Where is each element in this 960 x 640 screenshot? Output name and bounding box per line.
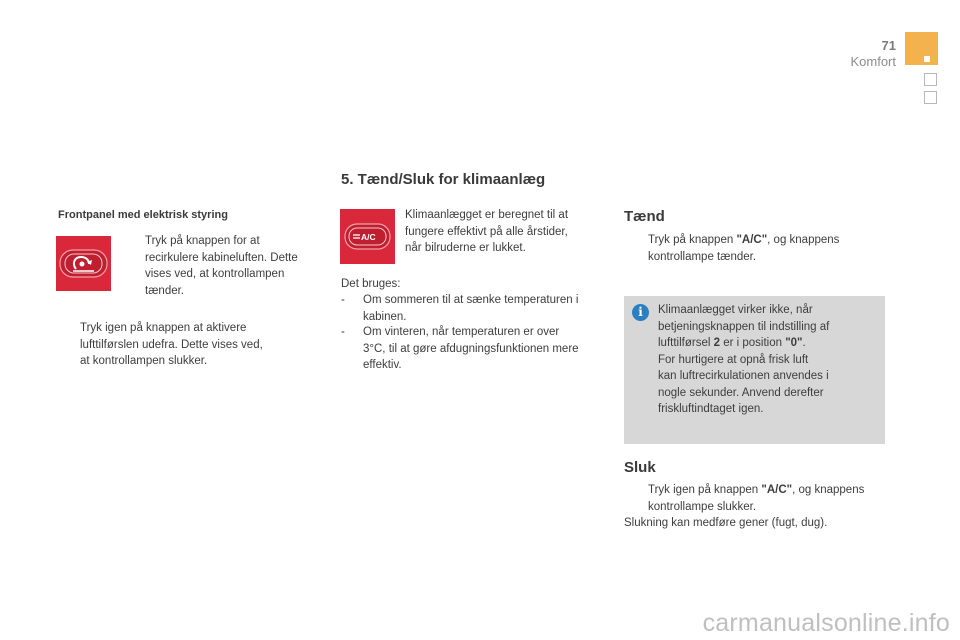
text-line: fungere effektivt på alle årstider, <box>405 225 568 238</box>
bullet-item-on <box>648 232 888 265</box>
chapter-tab[interactable] <box>924 91 937 104</box>
bullet-item-off <box>648 482 888 515</box>
bullet-item-fresh-air <box>80 320 320 370</box>
text-run: Tryk igen på knappen <box>648 484 762 496</box>
heading-off: Sluk <box>624 459 656 476</box>
off-note: Slukning kan medføre gener (fugt, dug). <box>624 517 828 529</box>
section-subheading: Frontpanel med elektrisk styring <box>58 209 228 221</box>
info-note <box>624 296 885 444</box>
chapter-tab-active[interactable] <box>905 32 938 65</box>
text-line: Tryk igen på knappen at aktivere <box>80 322 247 334</box>
info-icon: i <box>632 304 649 321</box>
tab-marker <box>924 56 930 62</box>
text-run: er i position <box>720 337 786 349</box>
text-line: Om vinteren, når temperaturen er over <box>363 326 560 338</box>
use-item-winter <box>341 324 611 374</box>
text-line: effektiv. <box>363 359 402 371</box>
text-line: Klimaanlægget er beregnet til at <box>405 209 569 221</box>
text-line: kan luftrecirkulationen anvendes i <box>658 370 829 382</box>
watermark: carmanualsonline.info <box>702 609 950 637</box>
text-run: "0" <box>785 337 803 349</box>
text-line: kontrollampe tænder. <box>648 250 757 263</box>
text-line: tænder. <box>145 284 184 297</box>
section-name: Komfort <box>850 54 896 69</box>
text-line: recirkulere kabineluften. Dette <box>145 251 298 264</box>
text-line: vises ved, at kontrollampen <box>145 268 285 280</box>
text-line: lufttilførslen udefra. Dette vises ved, <box>80 338 263 351</box>
text-line: kabinen. <box>363 310 407 323</box>
text-run: , og knappens <box>767 234 840 246</box>
dash-glyph: - <box>341 326 345 338</box>
text-run: , og knappens <box>792 484 865 496</box>
text-run: 2 <box>713 337 720 349</box>
text-line: friskluftindtaget igen. <box>658 403 764 415</box>
page-number: 71 <box>881 38 896 53</box>
text-run: Tryk på knappen <box>648 234 737 246</box>
text-line: betjeningsknappen til indstilling af <box>658 320 830 333</box>
ac-button-image <box>340 209 395 264</box>
text-line: Om sommeren til at sænke temperaturen i <box>363 294 579 306</box>
text-line: når bilruderne er lukket. <box>405 242 526 254</box>
uses-heading: Det bruges: <box>341 278 401 290</box>
text-line: For hurtigere at opnå frisk luft <box>658 353 809 366</box>
text-line: at kontrollampen slukker. <box>80 355 208 367</box>
ac-button-icon <box>340 209 395 264</box>
ac-button-ref: "A/C" <box>736 234 768 246</box>
bullet-item-recirculate <box>145 233 320 299</box>
heading-on: Tænd <box>624 208 665 225</box>
recirculation-button-image <box>56 236 111 291</box>
page-title: 5. Tænd/Sluk for klimaanlæg <box>341 171 546 188</box>
text-line: kontrollampe slukker. <box>648 500 757 513</box>
text-line: 3°C, til at gøre afdugningsfunktionen mere <box>363 342 579 355</box>
chapter-tab[interactable] <box>924 73 937 86</box>
text-line: Tryk på knappen for at <box>145 235 260 247</box>
use-item-summer <box>341 292 611 325</box>
ac-intro <box>405 207 595 257</box>
dash-glyph: - <box>341 294 345 306</box>
text-line: Klimaanlægget virker ikke, når <box>658 304 813 316</box>
ac-button-label: A/C <box>361 232 376 242</box>
info-note-text <box>658 302 880 418</box>
text-line: nogle sekunder. Anvend derefter <box>658 386 824 399</box>
text-run: lufttilførsel <box>658 337 714 349</box>
recirculation-icon <box>56 236 111 291</box>
text-run: . <box>802 337 806 349</box>
ac-button-ref: "A/C" <box>761 484 793 496</box>
